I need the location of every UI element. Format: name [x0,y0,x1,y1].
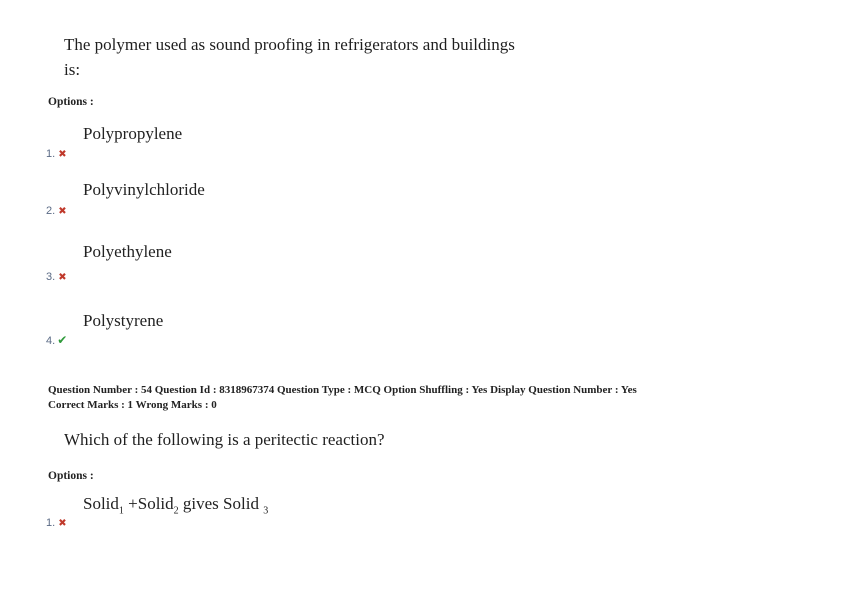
option-number-row [46,513,67,531]
option-number: 1. [46,517,56,529]
option-number-row [46,144,67,162]
wrong-icon: ✖ [58,149,67,160]
option-subscript: 3 [263,505,269,517]
question-text: Which of the following is a peritectic reaction? [64,430,385,449]
question-text-line-1: The polymer used as sound proofing in refrigerators and buildings [64,35,515,54]
option-number: 3. [46,271,56,283]
wrong-icon: ✖ [58,518,67,529]
option-text [83,494,268,516]
option-number-row [46,331,67,349]
question-meta-line-2: Correct Marks : 1 Wrong Marks : 0 [48,399,217,411]
option-text-part: +Solid [123,494,174,513]
option-text: Polyethylene [83,242,172,261]
correct-icon: ✔ [57,333,68,347]
option-text: Polypropylene [83,124,183,143]
option-number: 4. [46,335,56,347]
option-number-row [46,201,67,219]
option-number: 1. [46,148,56,160]
option-text: Polyvinylchloride [83,180,205,199]
option-text-part: gives Solid [178,494,264,513]
option-number-row [46,267,67,285]
question-text-line-2: is: [64,60,81,79]
option-subscript: 2 [173,505,179,517]
option-text: Polystyrene [83,311,164,330]
option-subscript: 1 [118,505,124,517]
wrong-icon: ✖ [58,272,67,283]
options-label: Options : [48,96,94,108]
wrong-icon: ✖ [58,206,67,217]
question-meta-line-1: Question Number : 54 Question Id : 8318967374 Question Type : MCQ Option Shuffling : Yes Display Question Number : Yes [48,384,637,396]
options-label: Options : [48,470,94,482]
option-text-part: Solid [83,494,119,513]
option-number: 2. [46,205,56,217]
